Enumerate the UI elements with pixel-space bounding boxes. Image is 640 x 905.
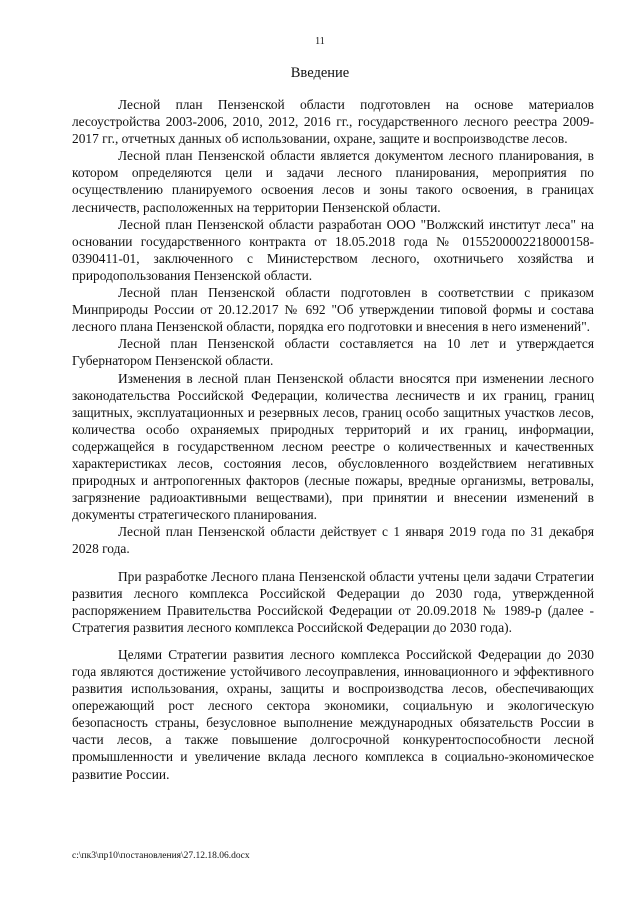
document-body <box>72 96 594 783</box>
paragraph-goals: Целями Стратегии развития лесного комплекса Российской Федерации до 2030 года являются достижение устойчивого лесоуправления, инновационного и эффективного развития использования, охраны, защиты и воспроизводства лесов, обеспечивающих опережающий рост лесного сектора экономики, социальную и экологическую безопасность страны, безусловное выполнение международных обязательств России в части лесов, а также повышение долгосрочной конкурентоспособности лесной промышленности и увеличение вклада лесного комплекса в социально-экономическое развитие России. <box>72 646 594 782</box>
footer-file-path: c:\пк3\пр10\постановления\27.12.18.06.docx <box>72 851 250 861</box>
paragraph-sources: Лесной план Пензенской области подготовлен на основе материалов лесоустройства 2003-2006, 2010, 2012, 2016 гг., государственного лесного реестра 2009-2017 гг., отчетных данных об использовании, охране, защите и воспроизводстве лесов. <box>72 97 594 147</box>
paragraph-strategy: При разработке Лесного плана Пензенской области учтены цели задачи Стратегии развития лесного комплекса Российской Федерации до 2030 года, утвержденной распоряжением Правительства Российской Федерации от 20.09.2018 № 1989-р (далее - Стратегия развития лесного комплекса Российской Федерации до 2030 года). <box>72 568 594 635</box>
paragraph-changes: Изменения в лесной план Пензенской области вносятся при изменении лесного законодательства Российской Федерации, количества лесничеств и их границ, границ защитных, эксплуатационных и резервных лесов, границ особо защитных участков лесов, количества особо охраняемых природных территорий и их границ, информации, содержащейся в государственном лесном реестре о количественных и качественных характеристиках лесов, состояния лесов, обусловленного воздействием негативных природных и антропогенных факторов (лесные пожары, вредные организмы, ветровалы, загрязнение радиоактивными веществами), при принятии и внесении изменений в документы стратегического планирования. <box>72 370 594 523</box>
paragraph-order: Лесной план Пензенской области подготовлен в соответствии с приказом Минприроды России от 20.12.2017 № 692 "Об утверждении типовой формы и состава лесного плана Пензенской области, порядка его подготовки и внесения в него изменений". <box>72 285 594 335</box>
paragraph-term: Лесной план Пензенской области составляется на 10 лет и утверждается Губернатором Пензенской области. <box>72 336 594 369</box>
paragraph-validity: Лесной план Пензенской области действует с 1 января 2019 года по 31 декабря 2028 года. <box>72 524 594 557</box>
page-number: 11 <box>315 36 325 47</box>
page-title: Введение <box>290 65 350 81</box>
paragraph-definition: Лесной план Пензенской области является документом лесного планирования, в котором определяются цели и задачи лесного планирования, мероприятия по осуществлению планируемого освоения лесов и зоны такого освоения, в границах лесничеств, расположенных на территории Пензенской области. <box>72 148 594 215</box>
paragraph-developer: Лесной план Пензенской области разработан ООО "Волжский институт леса" на основании государственного контракта от 18.05.2018 года № 0155200002218000158-0390411-01, заключенного с Министерством лесного, охотничьего хозяйства и природопользования Пензенской области. <box>72 216 594 283</box>
